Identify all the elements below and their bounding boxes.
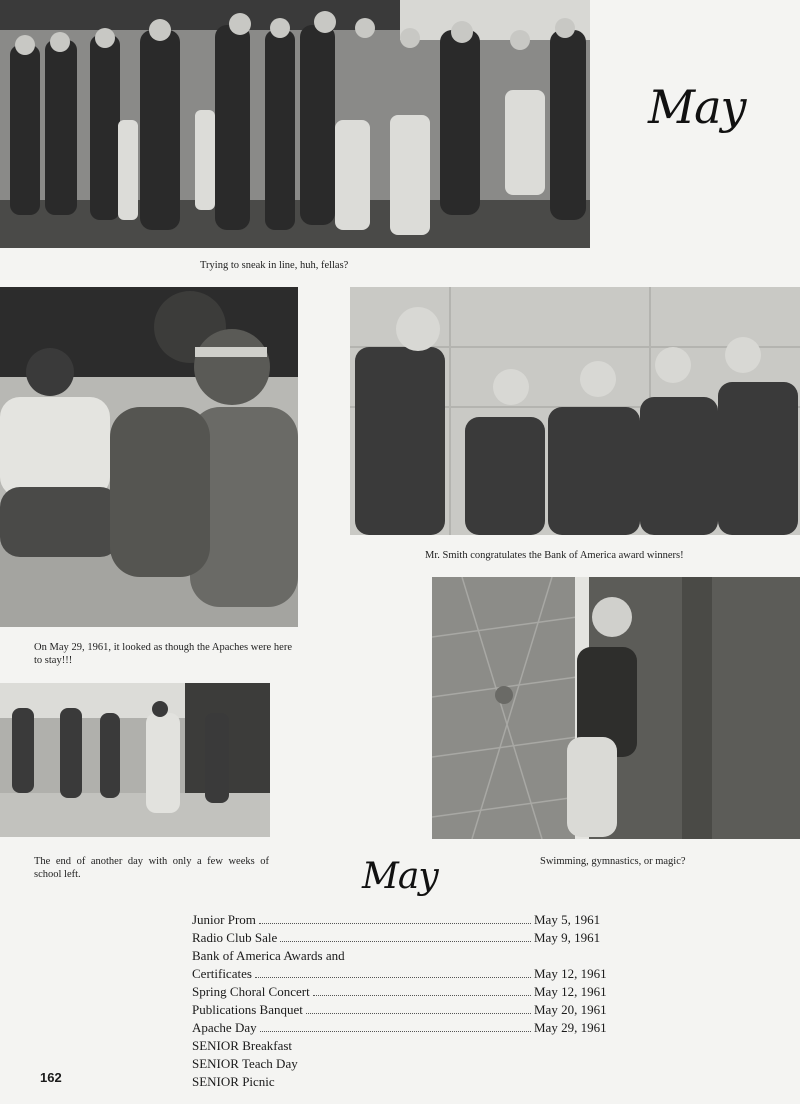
leader-dots bbox=[255, 976, 531, 978]
schedule-event: Bank of America Awards and bbox=[192, 948, 345, 963]
leader-dots bbox=[295, 1049, 531, 1050]
line-photo bbox=[0, 0, 590, 248]
schedule-event: SENIOR Picnic bbox=[192, 1074, 275, 1089]
schedule-event: Apache Day bbox=[192, 1020, 257, 1035]
schedule-date: May 12, 1961 bbox=[534, 966, 607, 981]
gym-photo bbox=[432, 577, 800, 839]
schedule-event: Certificates bbox=[192, 966, 252, 981]
schedule-row bbox=[192, 965, 622, 983]
schedule-date: May 29, 1961 bbox=[534, 1020, 607, 1035]
schedule-row bbox=[192, 1073, 622, 1091]
award-photo-caption: Mr. Smith congratulates the Bank of America award winners! bbox=[425, 550, 684, 561]
schedule-date: May 12, 1961 bbox=[534, 984, 607, 999]
schedule-row bbox=[192, 983, 622, 1001]
line-photo-caption: Trying to sneak in line, huh, fellas? bbox=[200, 260, 349, 271]
schedule-row bbox=[192, 947, 622, 965]
leader-dots bbox=[259, 922, 531, 924]
schedule-date: May 9, 1961 bbox=[534, 930, 601, 945]
leader-dots bbox=[348, 959, 531, 960]
leader-dots bbox=[260, 1030, 531, 1032]
page-title-bottom: May bbox=[362, 856, 438, 897]
schedule-row bbox=[192, 911, 622, 929]
page-title-top: May bbox=[648, 80, 746, 134]
award-photo bbox=[350, 287, 800, 535]
schedule-date: May 20, 1961 bbox=[534, 1002, 607, 1017]
schedule-row bbox=[192, 1019, 622, 1037]
schedule-row bbox=[192, 1037, 622, 1055]
leader-dots bbox=[306, 1012, 531, 1014]
day-end-photo bbox=[0, 683, 270, 837]
schedule-event: SENIOR Teach Day bbox=[192, 1056, 298, 1071]
apache-photo-caption: On May 29, 1961, it looked as though the Apaches were here to stay!!! bbox=[34, 642, 292, 666]
leader-dots bbox=[301, 1067, 531, 1068]
day-end-photo-caption: The end of another day with only a few weeks of school left. bbox=[34, 856, 269, 880]
schedule-event: SENIOR Breakfast bbox=[192, 1038, 293, 1053]
page-number: 162 bbox=[40, 1070, 62, 1085]
leader-dots bbox=[280, 940, 531, 942]
schedule-date: May 5, 1961 bbox=[534, 912, 601, 927]
schedule-row bbox=[192, 929, 622, 947]
leader-dots bbox=[278, 1085, 531, 1086]
schedule-list bbox=[192, 911, 622, 1091]
schedule-event: Publications Banquet bbox=[192, 1002, 303, 1017]
schedule-row bbox=[192, 1001, 622, 1019]
schedule-event: Junior Prom bbox=[192, 912, 256, 927]
gym-photo-caption: Swimming, gymnastics, or magic? bbox=[540, 856, 686, 867]
apache-photo bbox=[0, 287, 298, 627]
schedule-row bbox=[192, 1055, 622, 1073]
leader-dots bbox=[313, 994, 531, 996]
schedule-event: Spring Choral Concert bbox=[192, 984, 310, 999]
schedule-event: Radio Club Sale bbox=[192, 930, 278, 945]
